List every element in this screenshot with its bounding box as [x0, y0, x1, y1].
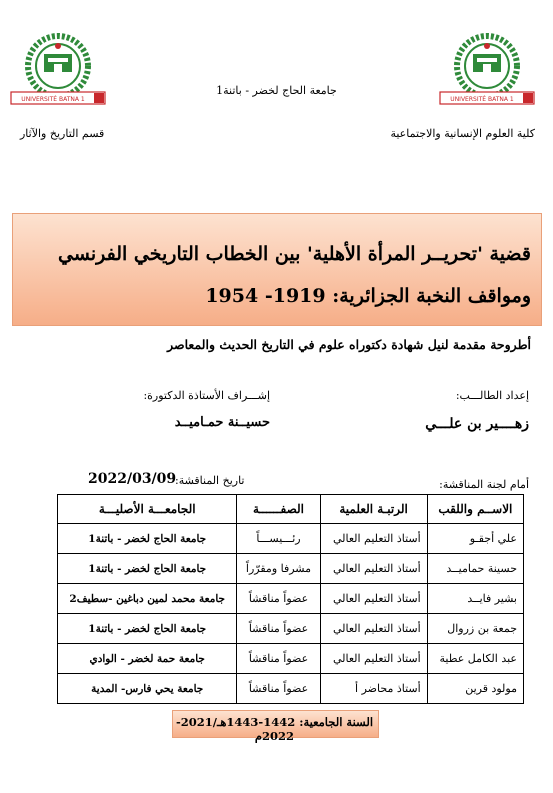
thesis-title-line1: قضية 'تحريــر المرأة الأهلية' بين الخطاب التاريخي الفرنسي	[58, 243, 531, 265]
university-logo-left	[8, 28, 108, 108]
supervisor-label: إشـــراف الأستاذة الدكتورة:	[143, 389, 270, 402]
member-role: عضواً مناقشاً	[237, 614, 320, 644]
logo-text-left: UNIVERSITÉ BATNA 1	[21, 96, 85, 103]
table-row	[58, 614, 524, 644]
university-logo-right	[437, 28, 537, 108]
member-university: جامعة محمد لمين دباغين -سطيف2	[58, 584, 237, 614]
header-university: الجامعـــة الأصليـــة	[58, 495, 237, 524]
member-university: جامعة الحاج لخضر - باتنة1	[58, 554, 237, 584]
member-rank: أستاذ التعليم العالي	[320, 614, 427, 644]
member-role: مشرفا ومقرّراً	[237, 554, 320, 584]
table-row	[58, 524, 524, 554]
member-name: بشير فايــد	[427, 584, 523, 614]
member-role: عضواً مناقشاً	[237, 644, 320, 674]
defense-date-label: تاريخ المناقشة:	[175, 474, 245, 487]
member-university: جامعة الحاج لخضر - باتنة1	[58, 524, 237, 554]
student-name: زهــــير بن علـــي	[425, 416, 529, 432]
supervisor-name: حسيــنة حمـاميــد	[174, 415, 270, 430]
academic-year: السنة الجامعية: 1442-1443هـ/2021-2022م	[175, 715, 374, 743]
member-name: حسينة حماميــد	[427, 554, 523, 584]
department-name: قسم التاريخ والآثار	[20, 127, 105, 140]
thesis-title-line2: ومواقف النخبة الجزائرية: 1919- 1954	[205, 285, 531, 307]
header-role: الصفــــــة	[237, 495, 320, 524]
table-row	[58, 554, 524, 584]
member-role: رئـــيســـاً	[237, 524, 320, 554]
member-rank: أستاذ محاضر أ	[320, 674, 427, 704]
member-rank: أستاذ التعليم العالي	[320, 644, 427, 674]
member-university: جامعة حمة لخضر - الوادي	[58, 644, 237, 674]
table-row	[58, 674, 524, 704]
defense-date: 2022/03/09	[88, 471, 177, 487]
committee-table	[57, 494, 524, 704]
header-name: الاســم واللقب	[427, 495, 523, 524]
member-role: عضواً مناقشاً	[237, 674, 320, 704]
committee-label: أمام لجنة المناقشة:	[439, 478, 529, 491]
member-rank: أستاذ التعليم العالي	[320, 524, 427, 554]
table-row	[58, 644, 524, 674]
member-rank: أستاذ التعليم العالي	[320, 554, 427, 584]
logo-text-right: UNIVERSITÉ BATNA 1	[450, 96, 514, 103]
header-rank: الرتبـة العلمية	[320, 495, 427, 524]
thesis-subtitle: أطروحة مقدمة لنيل شهادة دكتوراه علوم في التاريخ الحديث والمعاصر	[167, 337, 531, 352]
member-rank: أستاذ التعليم العالي	[320, 584, 427, 614]
member-name: جمعة بن زروال	[427, 614, 523, 644]
member-name: مولود قرين	[427, 674, 523, 704]
student-label: إعداد الطالـــب:	[455, 389, 529, 402]
table-row	[58, 584, 524, 614]
member-name: علي أجقـو	[427, 524, 523, 554]
university-name: جامعة الحاج لخضر - باتنة1	[216, 84, 337, 97]
member-university: جامعة الحاج لخضر - باتنة1	[58, 614, 237, 644]
member-role: عضواً مناقشاً	[237, 584, 320, 614]
faculty-name: كلية العلوم الإنسانية والاجتماعية	[390, 127, 535, 140]
member-name: عبد الكامل عطية	[427, 644, 523, 674]
table-header-row	[58, 495, 524, 524]
member-university: جامعة يحي فارس- المدية	[58, 674, 237, 704]
title-box	[12, 213, 542, 326]
